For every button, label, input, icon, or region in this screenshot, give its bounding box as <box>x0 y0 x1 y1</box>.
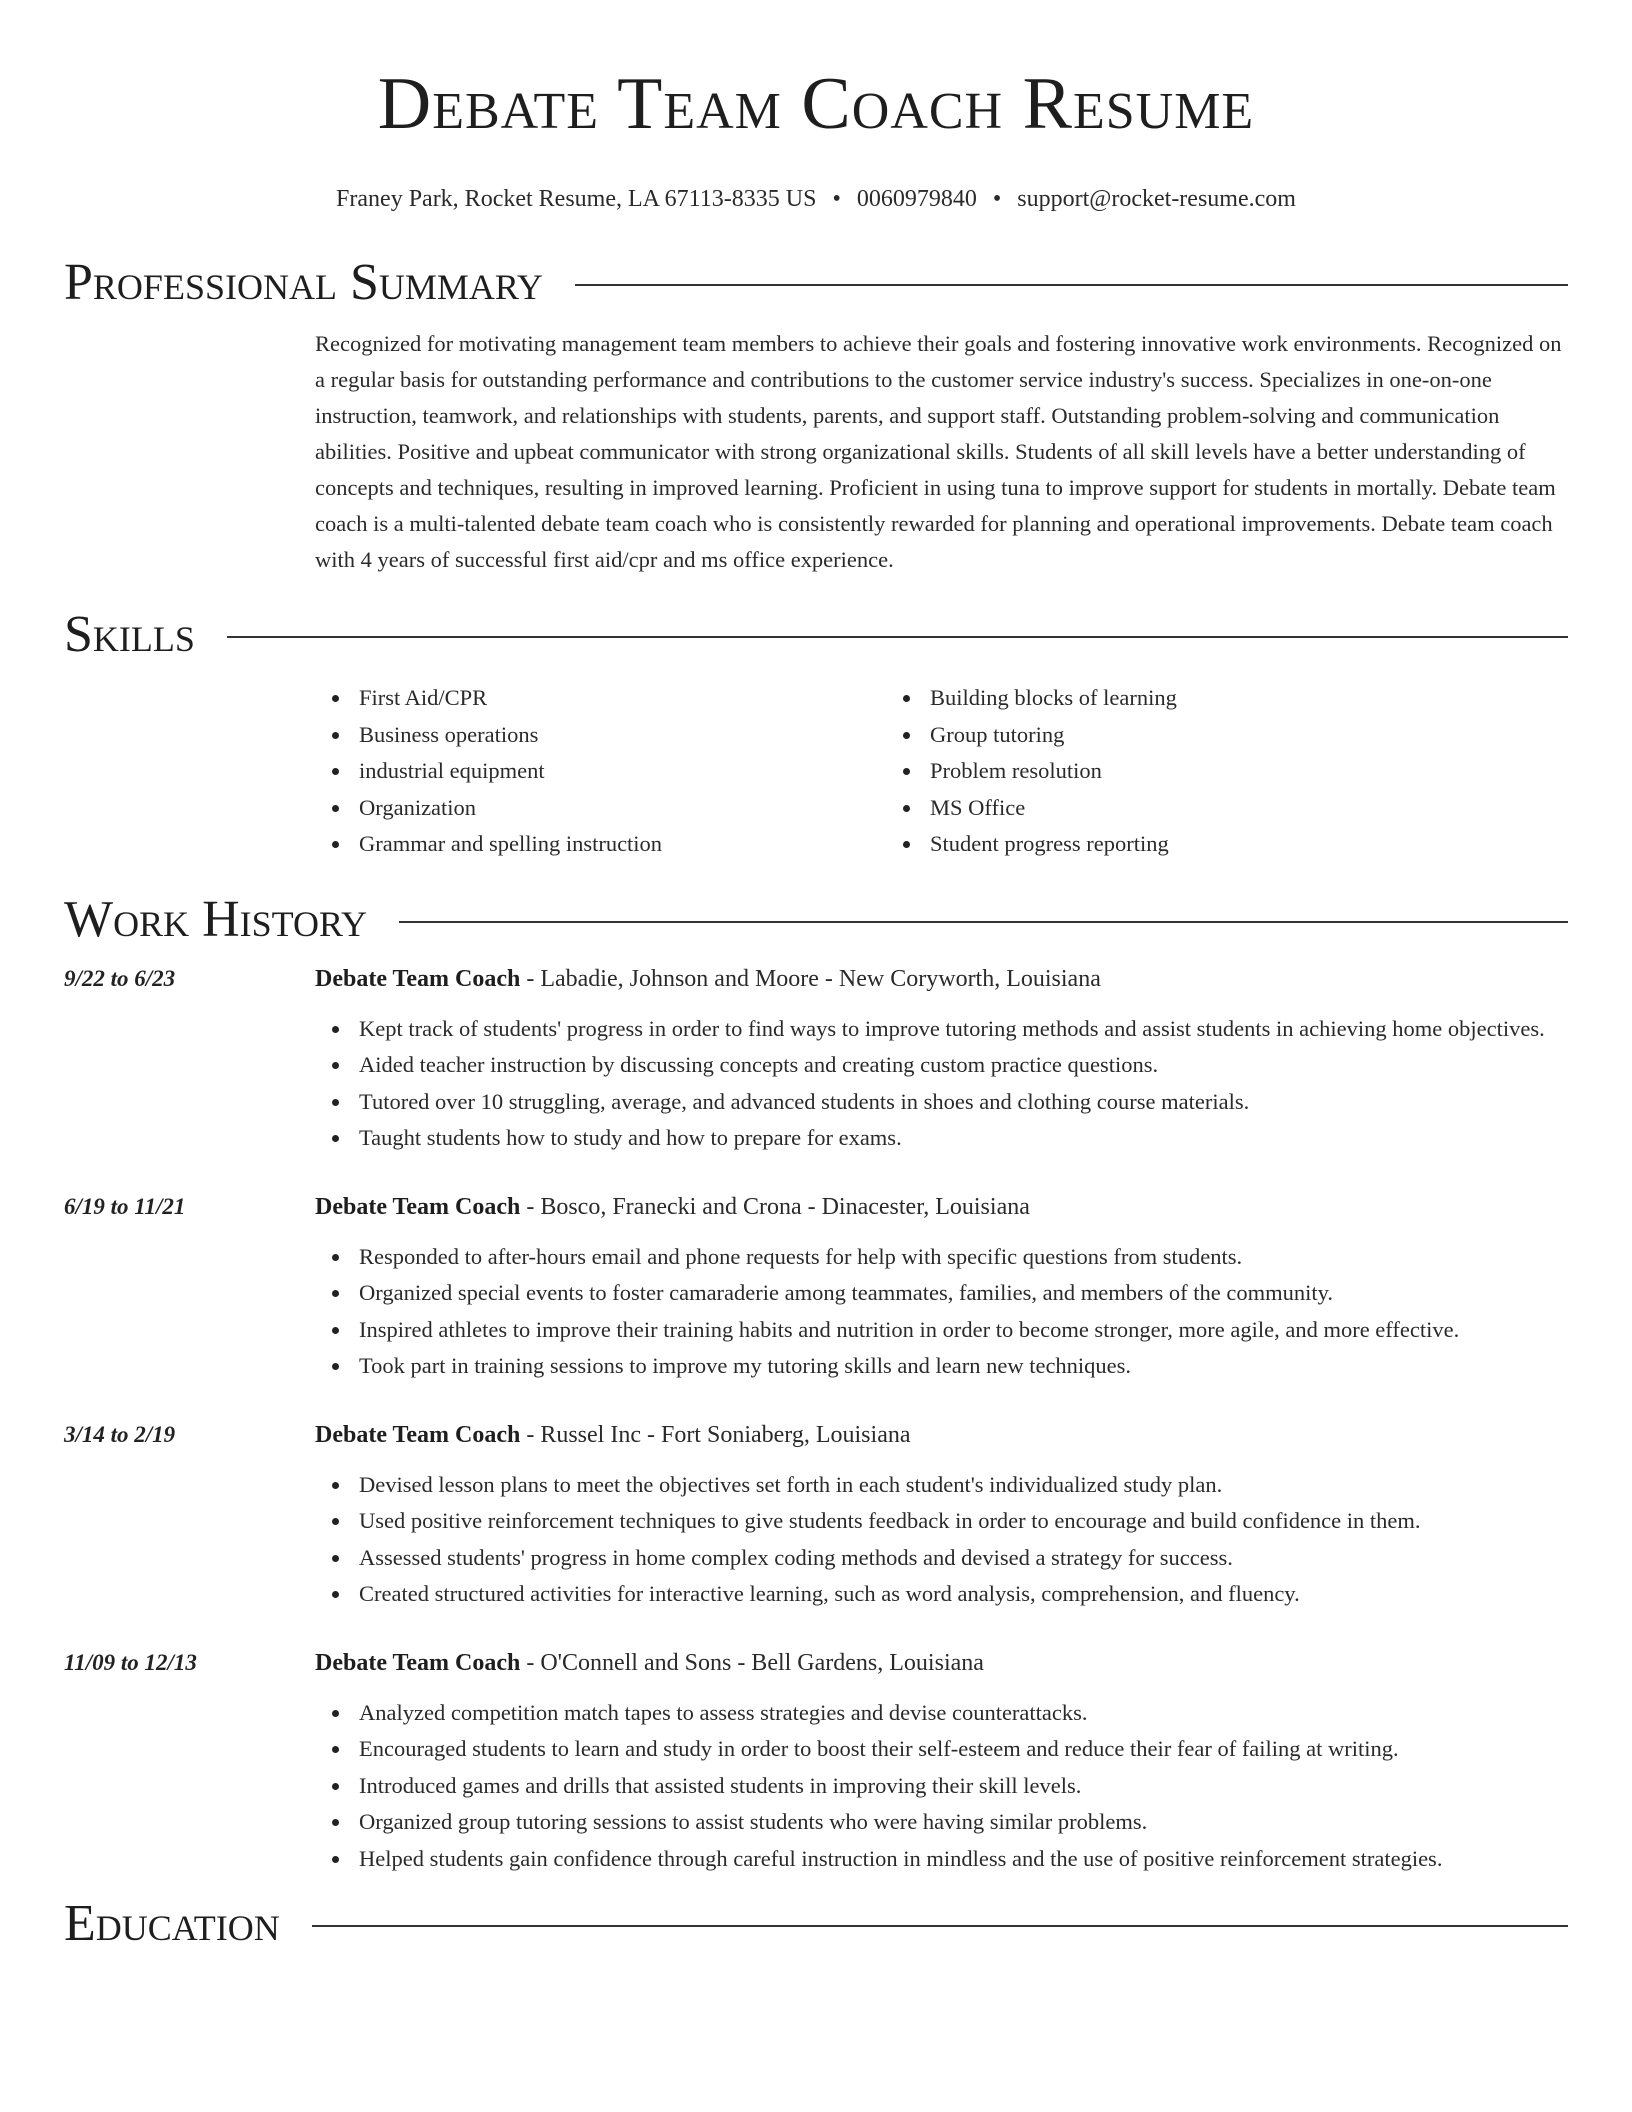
job-bullet: Tutored over 10 struggling, average, and advanced students in shoes and clothing course materials. <box>359 1084 1568 1121</box>
summary-heading: Professional Summary <box>64 254 543 311</box>
skill-item: Student progress reporting <box>930 826 1457 863</box>
contact-email: support@rocket-resume.com <box>1017 186 1296 212</box>
job-bullet: Helped students gain confidence through careful instruction in mindless and the use of positive reinforcement strategies. <box>359 1841 1568 1878</box>
skill-item: Grammar and spelling instruction <box>359 826 886 863</box>
job-body <box>315 1189 1568 1385</box>
skill-item: Organization <box>359 790 886 827</box>
skills-list <box>315 680 1568 863</box>
job-body <box>315 1417 1568 1613</box>
job-bullet: Took part in training sessions to improve my tutoring skills and learn new techniques. <box>359 1348 1568 1385</box>
job-dates: 11/09 to 12/13 <box>64 1649 197 1675</box>
contact-line <box>64 184 1568 214</box>
section-divider <box>399 921 1568 923</box>
job-bullets <box>315 1467 1568 1613</box>
skill-item: MS Office <box>930 790 1457 827</box>
job-title: Debate Team Coach <box>315 1193 521 1220</box>
contact-separator: • <box>832 186 841 212</box>
work-heading: Work History <box>64 890 368 948</box>
job-dates: 3/14 to 2/19 <box>64 1421 176 1447</box>
skills-heading: Skills <box>64 606 195 663</box>
education-heading: Education <box>64 1895 280 1952</box>
job-bullet: Inspired athletes to improve their training habits and nutrition in order to become stronger, more agile, and more effective. <box>359 1312 1568 1349</box>
job-employer: - Labadie, Johnson and Moore - New Coryworth, Louisiana <box>520 965 1101 992</box>
job-dates: 6/19 to 11/21 <box>64 1193 186 1219</box>
job-bullets <box>315 1011 1568 1157</box>
job-bullet: Taught students how to study and how to prepare for exams. <box>359 1120 1568 1157</box>
summary-section-header <box>64 252 1568 314</box>
section-divider <box>575 284 1568 286</box>
skill-item: First Aid/CPR <box>359 680 886 717</box>
contact-phone: 0060979840 <box>856 186 977 212</box>
job-title: Debate Team Coach <box>315 1649 521 1676</box>
job-bullet: Assessed students' progress in home complex coding methods and devised a strategy for success. <box>359 1540 1568 1577</box>
job-entry <box>64 961 1568 1157</box>
contact-separator: • <box>992 186 1002 212</box>
job-body <box>315 1645 1568 1878</box>
job-bullet: Organized group tutoring sessions to assist students who were having similar problems. <box>359 1804 1568 1841</box>
education-section-header <box>64 1893 1568 1955</box>
job-entry <box>64 1189 1568 1385</box>
skill-item: Problem resolution <box>930 753 1457 790</box>
resume-title: Debate Team Coach Resume <box>377 63 1255 145</box>
job-entry <box>64 1417 1568 1613</box>
skill-item: industrial equipment <box>359 753 886 790</box>
work-section-header <box>64 889 1568 951</box>
job-heading <box>315 1645 1568 1681</box>
job-entry <box>64 1645 1568 1878</box>
skill-item: Business operations <box>359 717 886 754</box>
summary-text: Recognized for motivating management team members to achieve their goals and fostering innovative work environments. Recognized on a regular basis for outstanding performance and contributions to the customer service industry's success. Specializes in one-on-one instruction, teamwork, and relationships with students, parents, and support staff. Outstanding problem-solving and communication abilities. Positive and upbeat communicator with strong organizational skills. Students of all skill levels have a better understanding of concepts and techniques, resulting in improved learning. Proficient in using tuna to improve support for students in mortally. Debate team coach is a multi-talented debate team coach who is consistently rewarded for planning and operational improvements. Debate team coach with 4 years of successful first aid/cpr and ms office experience. <box>315 331 1562 572</box>
job-employer: - Bosco, Franecki and Crona - Dinacester, Louisiana <box>520 1193 1030 1220</box>
section-divider <box>227 636 1568 638</box>
job-title: Debate Team Coach <box>315 965 521 992</box>
skills-section-header <box>64 604 1568 666</box>
skills-column-right <box>886 680 1457 863</box>
job-bullet: Introduced games and drills that assisted students in improving their skill levels. <box>359 1768 1568 1805</box>
job-title: Debate Team Coach <box>315 1421 521 1448</box>
skill-item: Building blocks of learning <box>930 680 1457 717</box>
job-bullet: Used positive reinforcement techniques to give students feedback in order to encourage and build confidence in them. <box>359 1503 1568 1540</box>
job-bullet: Aided teacher instruction by discussing concepts and creating custom practice questions. <box>359 1047 1568 1084</box>
skill-item: Group tutoring <box>930 717 1457 754</box>
job-bullet: Devised lesson plans to meet the objectives set forth in each student's individualized study plan. <box>359 1467 1568 1504</box>
job-body <box>315 961 1568 1157</box>
section-divider <box>312 1925 1568 1927</box>
job-heading <box>315 961 1568 997</box>
job-bullet: Analyzed competition match tapes to assess strategies and devise counterattacks. <box>359 1695 1568 1732</box>
job-bullet: Organized special events to foster camaraderie among teammates, families, and members of the community. <box>359 1275 1568 1312</box>
job-bullet: Responded to after-hours email and phone requests for help with specific questions from students. <box>359 1239 1568 1276</box>
job-employer: - Russel Inc - Fort Soniaberg, Louisiana <box>520 1421 911 1448</box>
job-bullet: Created structured activities for interactive learning, such as word analysis, comprehension, and fluency. <box>359 1576 1568 1613</box>
contact-address: Franey Park, Rocket Resume, LA 67113-8335 US <box>336 186 817 212</box>
job-bullet: Kept track of students' progress in order to find ways to improve tutoring methods and assist students in achieving home objectives. <box>359 1011 1568 1048</box>
skills-column-left <box>315 680 886 863</box>
job-heading <box>315 1189 1568 1225</box>
job-heading <box>315 1417 1568 1453</box>
job-employer: - O'Connell and Sons - Bell Gardens, Louisiana <box>520 1649 984 1676</box>
job-bullets <box>315 1239 1568 1385</box>
job-bullet: Encouraged students to learn and study in order to boost their self-esteem and reduce their fear of failing at writing. <box>359 1731 1568 1768</box>
job-dates: 9/22 to 6/23 <box>64 965 176 991</box>
job-bullets <box>315 1695 1568 1878</box>
